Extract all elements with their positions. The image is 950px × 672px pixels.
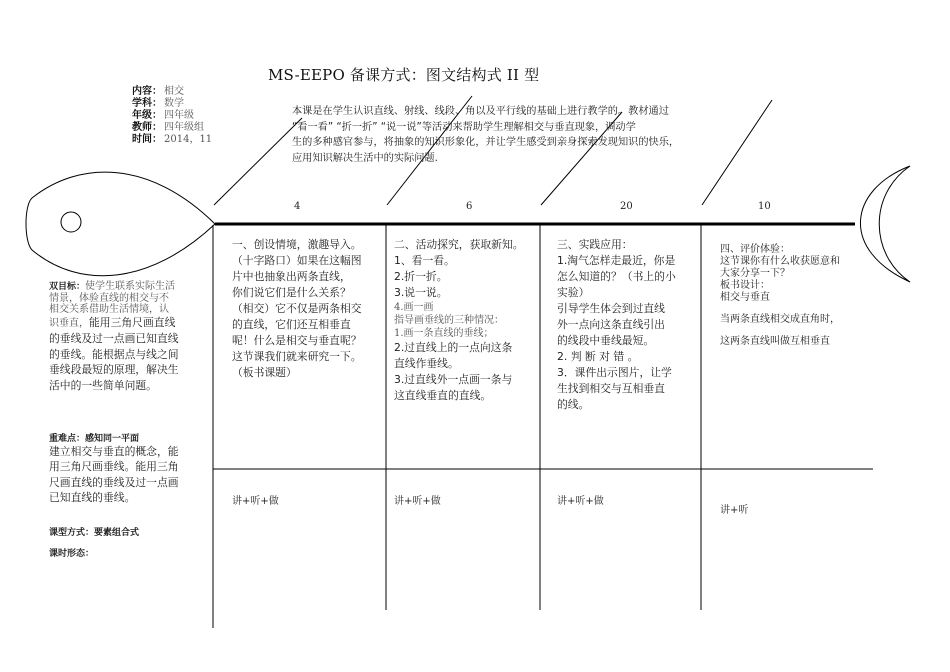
meta-label: 年级： — [132, 110, 162, 121]
key-line: 已知直线的垂线。 — [49, 491, 136, 504]
goals-line: 相交关系借助生活情境，认 — [49, 304, 169, 315]
goals-line: 能用三角尺画直线 — [89, 316, 176, 329]
section-line: 3．课件出示图片，让学 — [557, 366, 672, 379]
lesson-form — [49, 545, 94, 563]
section-line: 这节课我们就来研究一下。 — [232, 350, 362, 363]
method-1: 讲+听+做 — [232, 496, 279, 507]
minutes-1: 4 — [294, 201, 301, 212]
section-line: 的线。 — [557, 398, 590, 411]
section-line: 1.画一条直线的垂线； — [394, 328, 494, 339]
section-line: 这直线垂直的直线。 — [394, 389, 492, 402]
section-line: 板书设计： — [720, 280, 770, 291]
meta-label: 时间： — [132, 134, 162, 145]
goals-block — [49, 280, 209, 393]
section-line: 1.淘气怎样走最近，你是 — [557, 254, 676, 267]
section-line: 直线作垂线。 — [394, 357, 459, 370]
page-title: MS-EEPO 备课方式：图文结构式 II 型 — [268, 66, 540, 84]
bone-1 — [214, 118, 302, 205]
method-2: 讲+听+做 — [394, 496, 441, 507]
section-line: 怎么知道的？（书上的小 — [557, 270, 676, 283]
section-line: 片中也抽象出两条直线， — [232, 270, 351, 283]
meta-value: 相交 — [164, 86, 184, 97]
intro-paragraph — [292, 104, 737, 166]
section-line: 一、创设情境，激趣导入。 — [232, 238, 362, 251]
goals-line: 情景，体验直线的相交与不 — [49, 293, 169, 304]
section-line: 相交与垂直 — [720, 292, 770, 303]
section-line: 当两条直线相交成直角时， — [720, 314, 840, 325]
meta-block — [132, 86, 212, 146]
meta-value: 2014，11 — [164, 134, 213, 145]
method-4: 讲+听 — [720, 505, 749, 516]
key-line: 建立相交与垂直的概念，能 — [49, 444, 179, 458]
section-line: 呢！什么是相交与垂直呢？ — [232, 334, 362, 347]
minutes-4: 10 — [758, 201, 771, 212]
section-line: 的线段中垂线最短。 — [557, 334, 655, 347]
section-line: 4.画一画 — [394, 302, 434, 313]
goals-line: 的垂线及过一点画已知直线 — [49, 332, 179, 345]
meta-label: 学科： — [132, 98, 162, 109]
meta-value: 四年级组 — [164, 122, 204, 133]
section-line: 指导画垂线的三种情况： — [394, 315, 504, 326]
section-line: 2.过直线上的一点向这条 — [394, 341, 513, 354]
minutes-2: 6 — [466, 201, 473, 212]
intro-line: 应用知识解决生活中的实际问题. — [292, 152, 438, 164]
section-line: 实验） — [557, 286, 590, 299]
section-line: 引导学生体会到过直线 — [557, 302, 665, 315]
key-line: 用三角尺画垂线。能用三角 — [49, 460, 179, 473]
meta-label: 教师： — [132, 122, 162, 133]
section-warmup — [232, 237, 384, 381]
section-line — [720, 326, 880, 336]
section-line: （板书课题） — [232, 366, 297, 379]
key-label: 重难点：感知同一平面 — [49, 434, 140, 444]
intro-line: 生的多种感官参与，将抽象的知识形象化，并让学生感受到亲身探索发现知识的快乐， — [292, 137, 680, 148]
meta-label: 内容： — [132, 86, 162, 97]
goals-line: 的垂线。能根据点与线之间 — [49, 347, 179, 361]
section-line: 3.说一说。 — [394, 286, 448, 299]
section-line: 3.过直线外一点画一条与 — [394, 373, 513, 386]
meta-value: 四年级 — [164, 110, 194, 121]
lesson-type-label: 课型方式：要素组合式 — [49, 528, 140, 538]
section-line: 二、活动探究，获取新知。 — [394, 238, 524, 251]
section-explore — [394, 237, 540, 404]
intro-line: 本课是在学生认识直线、射线、线段、角以及平行线的基础上进行教学的。教材通过 — [292, 106, 669, 117]
section-line: 外一点向这条直线引出 — [557, 318, 665, 331]
lesson-type — [49, 524, 139, 542]
lesson-form-label: 课时形态： — [49, 549, 95, 559]
section-review — [720, 244, 880, 348]
section-line: 生找到相交与互相垂直 — [557, 382, 665, 395]
meta-row — [132, 134, 212, 146]
goals-line: 识垂直， — [49, 318, 89, 329]
section-line: 你们说它们是什么关系？ — [232, 286, 351, 299]
section-line: （十字路口）如果在这幅图 — [232, 254, 362, 267]
key-line: 尺画直线的垂线及过一点画 — [49, 475, 179, 489]
section-line: 大家分享一下？ — [720, 268, 790, 279]
goals-label: 双目标： — [49, 282, 86, 292]
minutes-3: 20 — [620, 201, 633, 212]
meta-value: 数学 — [164, 98, 184, 109]
section-line: 2.折一折。 — [394, 270, 448, 283]
meta-row — [132, 122, 212, 134]
fish-head — [26, 172, 215, 276]
goals-line: 活中的一些简单问题。 — [49, 378, 157, 392]
goals-line: 垂线段最短的原理，解决生 — [49, 363, 179, 376]
section-line: 这两条直线叫做互相垂直 — [720, 336, 830, 347]
section-line: 2. 判 断 对 错 。 — [557, 350, 639, 363]
section-line: 的直线，它们还互相垂直 — [232, 318, 351, 331]
section-line: 四、评价体验： — [720, 244, 790, 255]
meta-row — [132, 98, 212, 110]
section-line: 三、实践应用： — [557, 238, 633, 251]
section-line: 这节课你有什么收获愿意和 — [720, 256, 840, 267]
section-practice — [557, 237, 699, 413]
section-line — [720, 304, 880, 314]
intro-line: “看一看” “折一折” “说一说”等活动来帮助学生理解相交与垂直现象，调动学 — [292, 121, 636, 133]
section-line: 1、看一看。 — [394, 254, 455, 267]
section-line: （相交）它不仅是两条相交 — [232, 302, 362, 315]
method-3: 讲+听+做 — [557, 496, 604, 507]
meta-row — [132, 110, 212, 122]
key-points-block — [49, 430, 209, 506]
meta-row — [132, 86, 212, 98]
fish-eye — [61, 212, 81, 232]
goals-line: 使学生联系实际生活 — [85, 281, 176, 292]
